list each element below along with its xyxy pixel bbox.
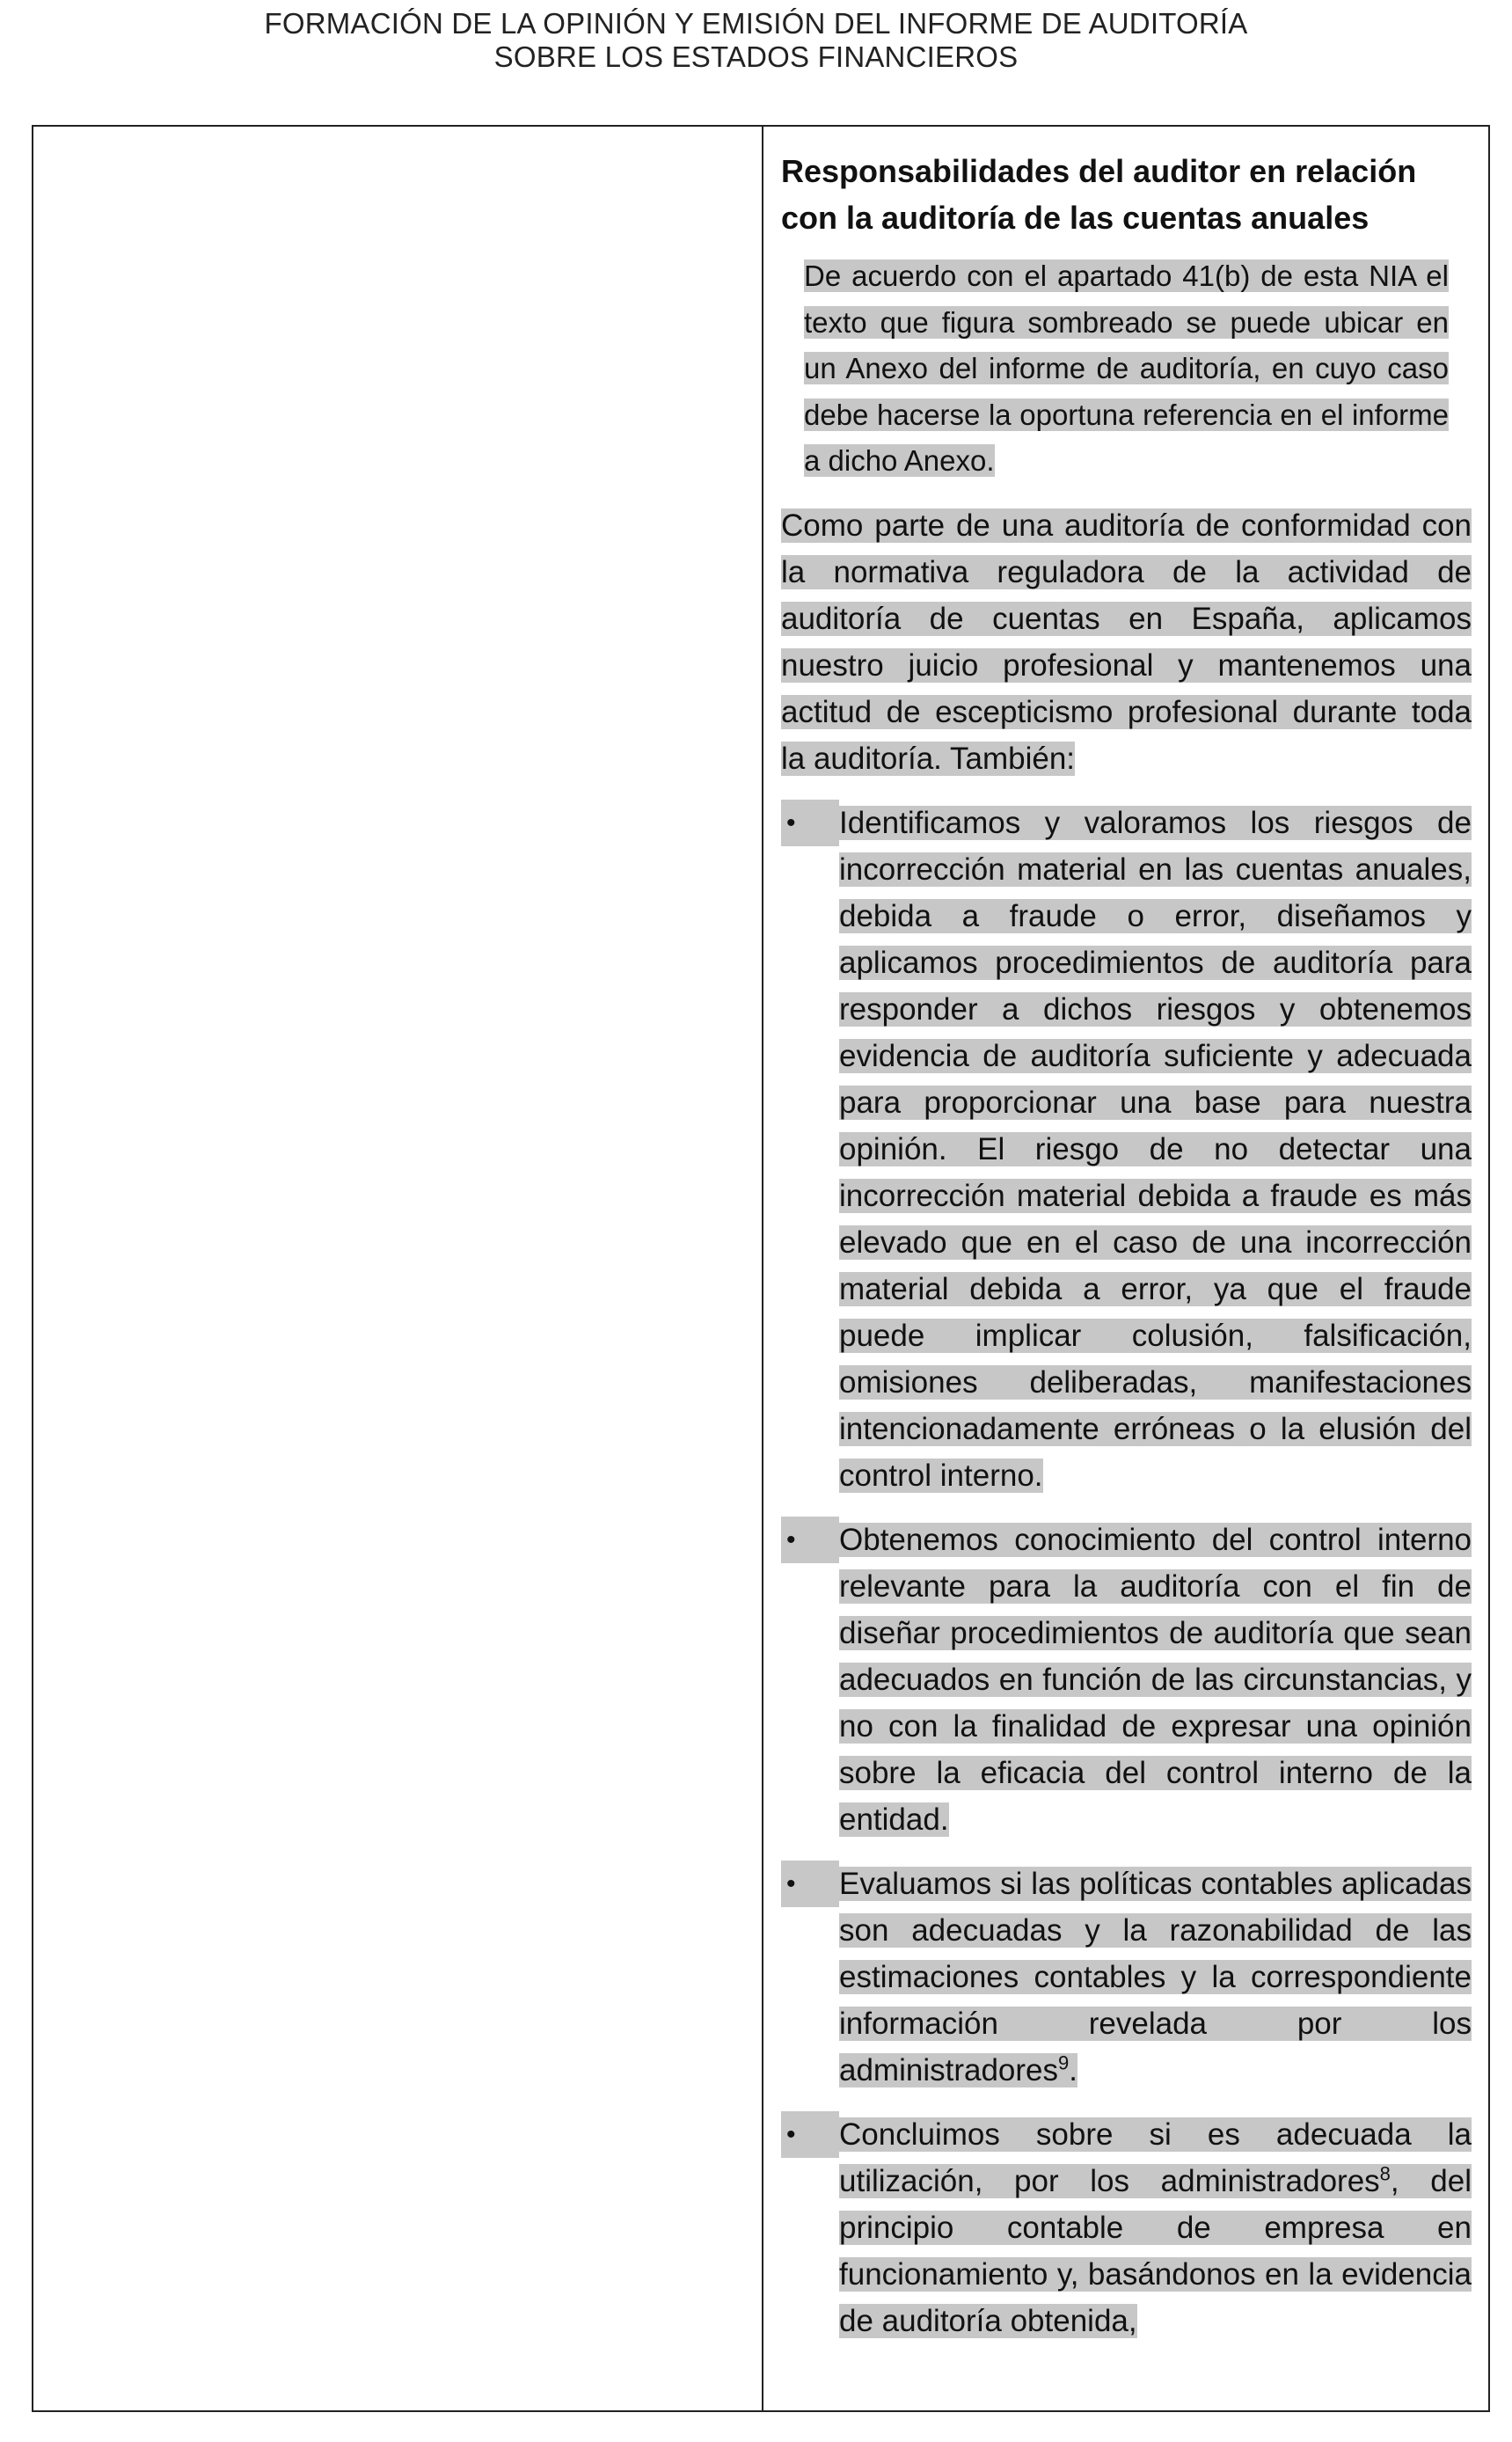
list-item xyxy=(781,800,1472,1499)
page-header xyxy=(0,7,1512,74)
bullet-list xyxy=(781,800,1472,2344)
note-text: De acuerdo con el apartado 41(b) de esta NIA el texto que figura sombreado se puede ubicar en un Anexo del informe de auditoría, en cuyo caso debe hacerse la oportuna referencia en el informe a dicho Anexo. xyxy=(804,260,1449,477)
bullet-icon: • xyxy=(781,2111,839,2158)
right-column xyxy=(781,148,1472,2362)
footnote-ref[interactable]: 8 xyxy=(1379,2161,1391,2184)
bullet-tail: . xyxy=(1069,2052,1077,2087)
intro-text: Como parte de una auditoría de conformidad con la normativa reguladora de la actividad de auditoría de cuentas en España, aplicamos nuestro juicio profesional y mantenemos una actitud de escepticismo profesional durante toda la auditoría. También: xyxy=(781,508,1472,776)
header-line-1: FORMACIÓN DE LA OPINIÓN Y EMISIÓN DEL INFORME DE AUDITORÍA xyxy=(264,7,1248,40)
list-item xyxy=(781,1517,1472,1843)
bullet-text: Concluimos sobre si es adecuada la utilización, por los administradores xyxy=(839,2117,1472,2198)
list-item xyxy=(781,2111,1472,2344)
bullet-icon: • xyxy=(781,1517,839,1563)
bullet-icon: • xyxy=(781,800,839,846)
bullet-text: Identificamos y valoramos los riesgos de incorrección material en las cuentas anuales, debida a fraude o error, diseñamos y aplicamos procedimientos de auditoría para responder a dichos riesgos y obtenemos evidencia de auditoría suficiente y adecuada para proporcionar una base para nuestra opinión. El riesgo de no detectar una incorrección material debida a fraude es más elevado que en el caso de una incorrección material debida a error, ya que el fraude puede implicar colusión, falsificación, omisiones deliberadas, manifestaciones intencionadamente erróneas o la elusión del control interno. xyxy=(839,805,1472,1493)
bullet-text: Obtenemos conocimiento del control interno relevante para la auditoría con el fin de diseñar procedimientos de auditoría que sean adecuados en función de las circunstancias, y no con la finalidad de expresar una opinión sobre la eficacia del control interno de la entidad. xyxy=(839,1522,1472,1837)
intro-paragraph xyxy=(781,502,1472,782)
bullet-icon: • xyxy=(781,1861,839,1907)
footnote-ref[interactable]: 9 xyxy=(1058,2051,1070,2073)
note-paragraph xyxy=(804,253,1449,485)
section-title: Responsabilidades del auditor en relación con la auditoría de las cuentas anuales xyxy=(781,153,1417,236)
bullet-tail: , del principio contable de empresa en funcionamiento y, basándonos en la evidencia de auditoría obtenida, xyxy=(839,2163,1472,2338)
header-line-2: SOBRE LOS ESTADOS FINANCIEROS xyxy=(493,40,1019,73)
column-divider xyxy=(762,125,763,2412)
list-item xyxy=(781,1861,1472,2094)
bullet-text: Evaluamos si las políticas contables aplicadas son adecuadas y la razonabilidad de las estimaciones contables y la correspondiente información revelada por los administradores xyxy=(839,1866,1472,2087)
